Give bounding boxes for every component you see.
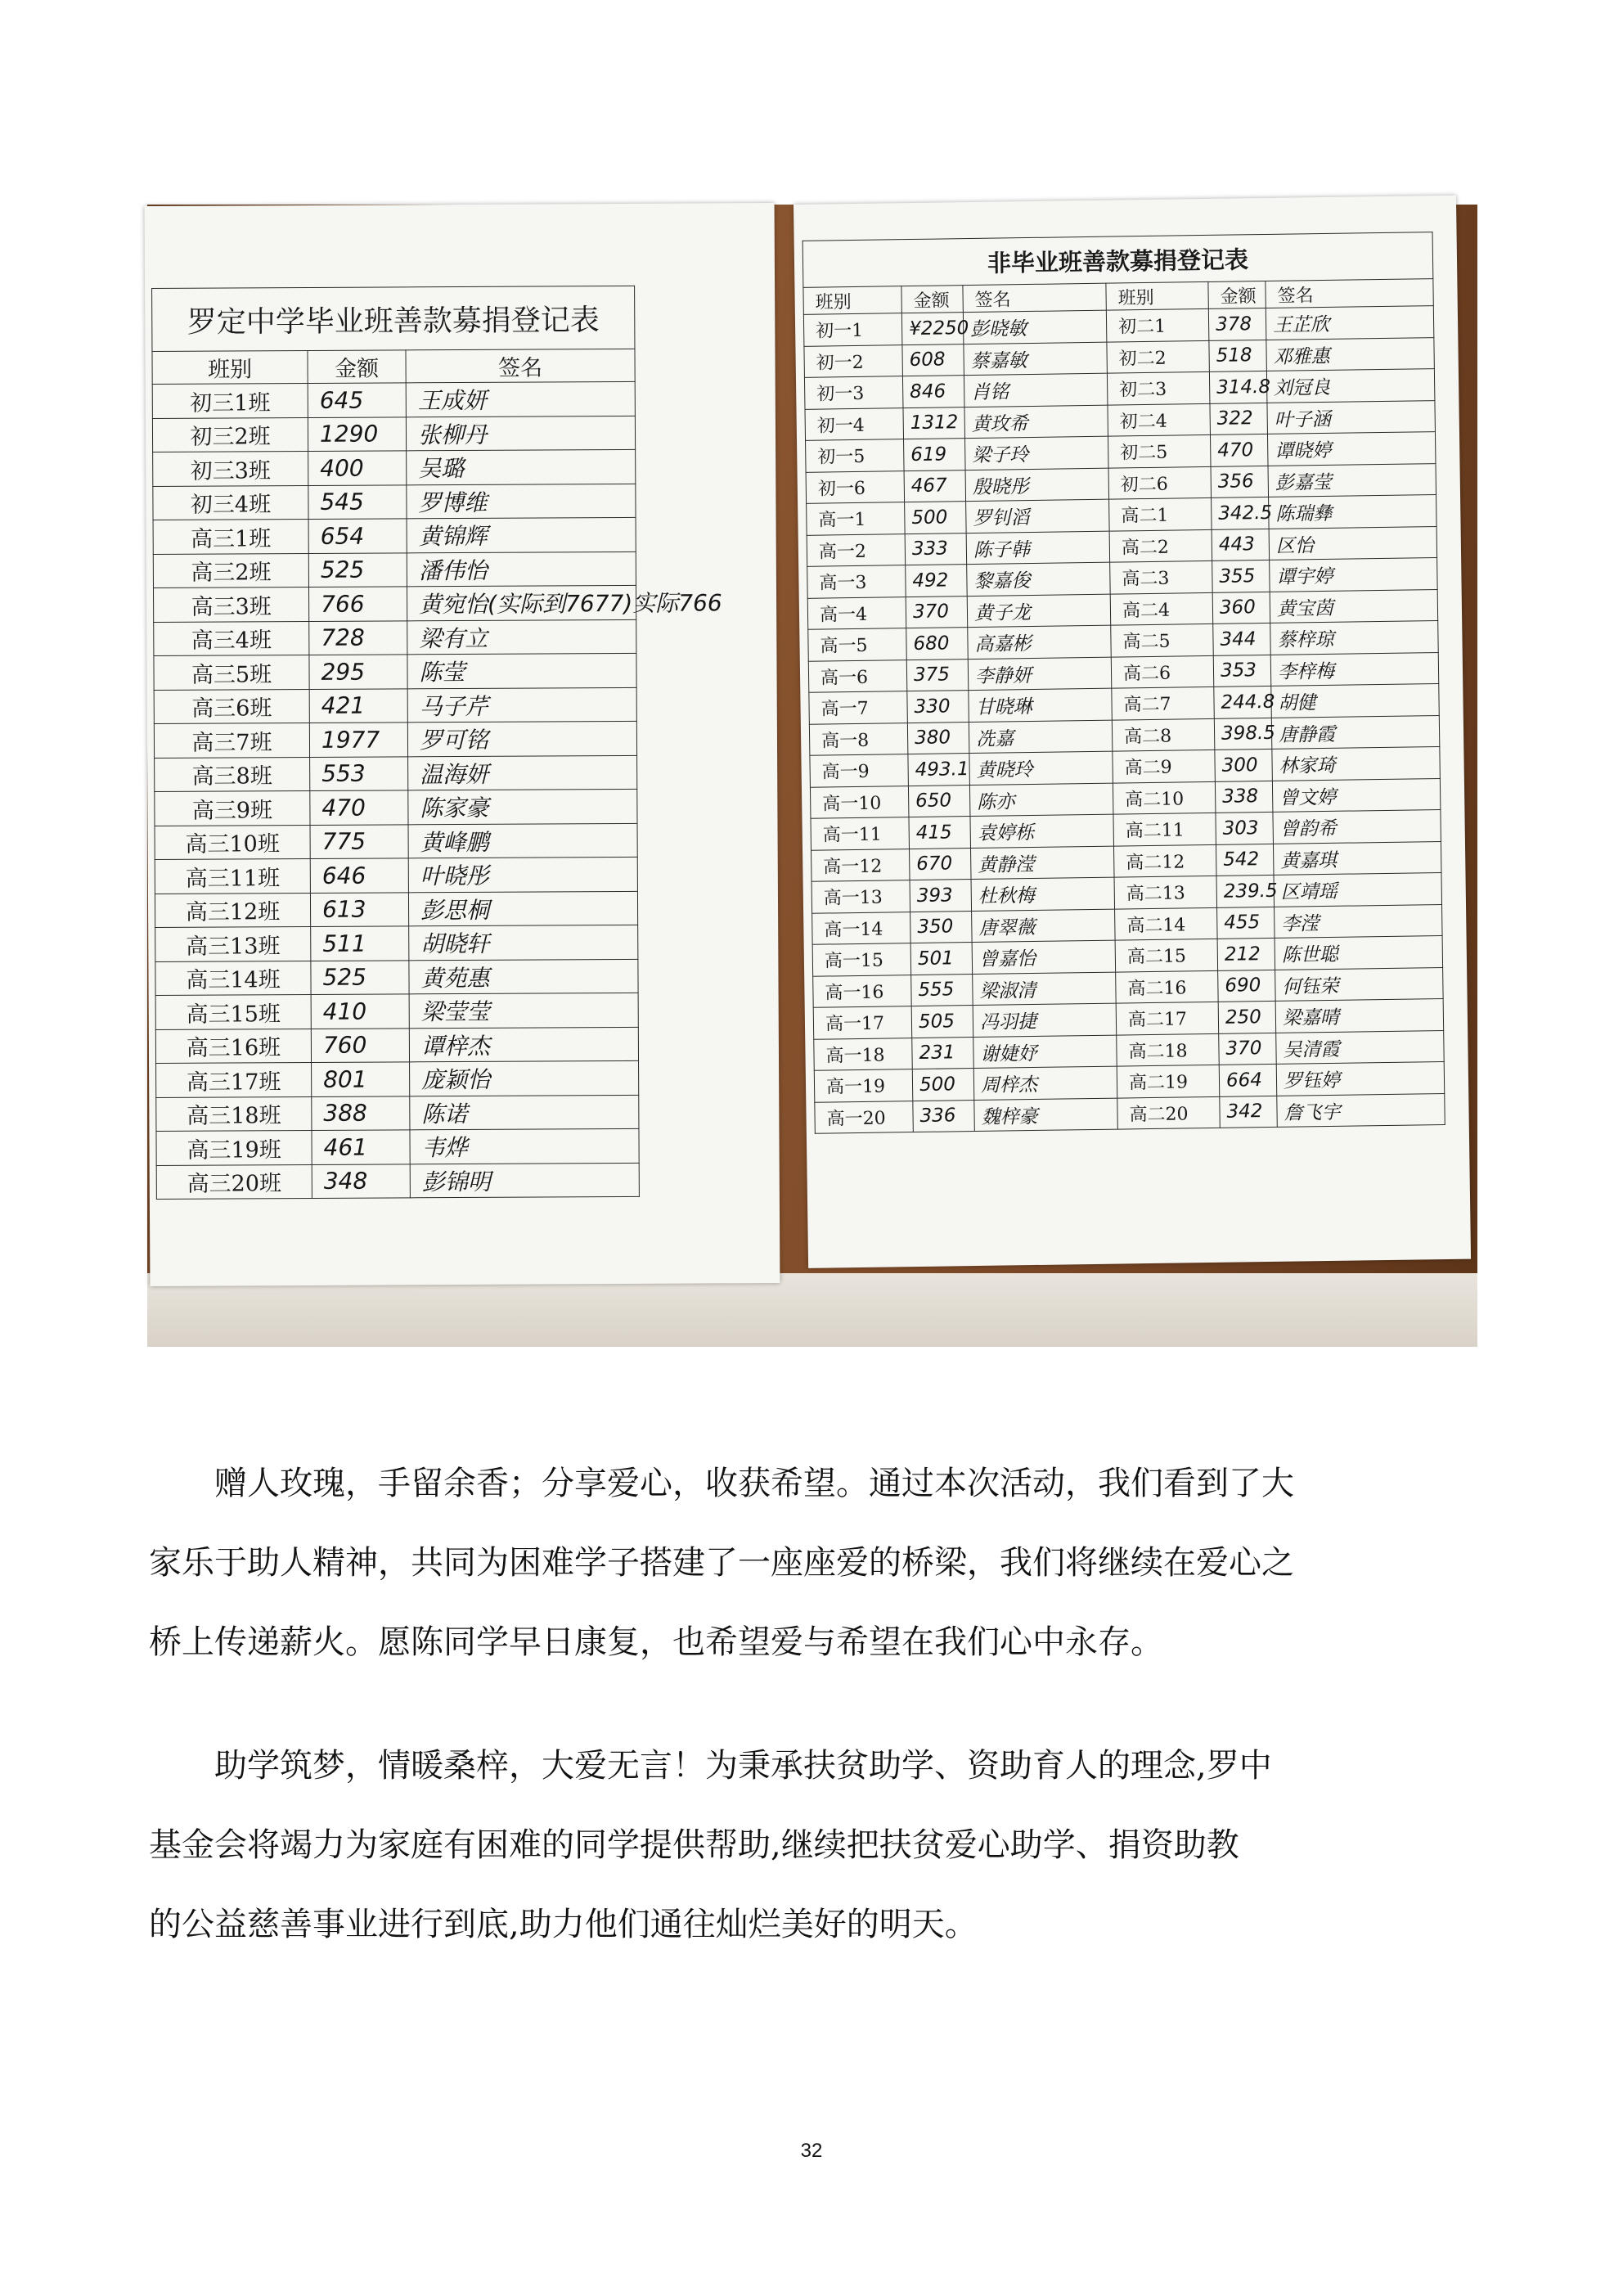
column-header: 签名 xyxy=(1266,279,1433,308)
signature-cell: 魏梓豪 xyxy=(974,1098,1118,1132)
class-cell: 高三1班 xyxy=(153,519,308,553)
amount-cell: 250 xyxy=(1218,1001,1276,1033)
class-cell: 初一1 xyxy=(803,313,902,346)
signature-cell: 王成妍 xyxy=(406,381,635,416)
table-row xyxy=(152,416,635,452)
class-cell: 初三2班 xyxy=(152,417,308,452)
amount-cell: 553 xyxy=(310,756,408,790)
signature-cell: 彭晓敏 xyxy=(963,310,1107,344)
signature-cell: 梁子玲 xyxy=(965,436,1109,470)
right-table-title: 非毕业班善款募捐登记表 xyxy=(803,232,1433,288)
amount-cell: 801 xyxy=(312,1062,410,1096)
amount-cell: 775 xyxy=(310,824,408,858)
left-table-title: 罗定中学毕业班善款募捐登记表 xyxy=(152,286,635,351)
amount-cell: 846 xyxy=(902,376,964,408)
signature-cell: 陈莹 xyxy=(407,653,636,688)
signature-cell: 潘伟怡 xyxy=(407,551,636,587)
amount-cell: 314.8 xyxy=(1209,371,1267,403)
amount-cell: 505 xyxy=(911,1006,973,1038)
amount-cell: 295 xyxy=(309,655,407,689)
signature-cell: 高嘉彬 xyxy=(968,625,1112,659)
amount-cell: 500 xyxy=(905,502,967,534)
signature-cell: 陈诺 xyxy=(410,1095,639,1130)
amount-cell: 525 xyxy=(311,960,409,994)
signature-cell: 杜秋梅 xyxy=(971,877,1115,911)
table-row xyxy=(155,1027,638,1064)
signature-cell: 李滢 xyxy=(1275,904,1443,938)
signature-cell: 曾文婷 xyxy=(1272,778,1441,812)
class-cell: 初三3班 xyxy=(153,451,308,485)
signature-cell: 罗博维 xyxy=(407,484,636,519)
amount-cell: 1977 xyxy=(309,723,407,757)
class-cell: 高一19 xyxy=(814,1069,913,1102)
class-cell: 高三5班 xyxy=(154,655,309,689)
table-row xyxy=(153,484,636,520)
signature-cell: 谭宇婷 xyxy=(1270,558,1438,592)
signature-cell: 李梓梅 xyxy=(1270,652,1439,686)
class-cell: 高一11 xyxy=(811,817,910,850)
signature-cell: 冼嘉 xyxy=(969,720,1113,754)
signature-cell: 温海妍 xyxy=(408,755,637,790)
class-cell: 高三13班 xyxy=(155,926,311,961)
class-cell: 初一4 xyxy=(805,407,904,440)
amount-cell: 728 xyxy=(309,620,407,655)
donation-sheets-photo xyxy=(147,205,1477,1347)
table-row xyxy=(156,1128,639,1165)
signature-cell: 黎嘉俊 xyxy=(967,562,1111,596)
class-cell: 初一5 xyxy=(806,439,905,472)
amount-cell: 470 xyxy=(310,790,408,825)
table-row xyxy=(155,823,637,860)
amount-cell: 760 xyxy=(311,1028,409,1062)
amount-cell: 500 xyxy=(912,1069,974,1101)
amount-cell: 375 xyxy=(906,659,969,691)
class-cell: 高二6 xyxy=(1111,655,1214,688)
signature-cell: 黄宝茵 xyxy=(1270,589,1438,623)
class-cell: 高一9 xyxy=(810,754,909,787)
class-cell: 初一3 xyxy=(804,376,903,409)
column-header: 金额 xyxy=(901,286,963,313)
amount-cell: 690 xyxy=(1218,970,1276,1002)
class-cell: 初二2 xyxy=(1107,340,1210,373)
class-cell: 高三20班 xyxy=(156,1164,312,1199)
class-cell: 高一3 xyxy=(807,565,906,598)
table-row xyxy=(153,585,636,622)
table-row xyxy=(156,1163,639,1200)
table-row xyxy=(153,517,636,554)
signature-cell: 林家琦 xyxy=(1272,747,1441,781)
signature-cell: 黄晓玲 xyxy=(969,751,1113,785)
table-row xyxy=(154,653,636,690)
class-cell: 高一6 xyxy=(808,660,907,692)
amount-cell: 370 xyxy=(906,596,968,628)
signature-cell: 吴璐 xyxy=(407,449,636,484)
table-row xyxy=(154,721,636,758)
amount-cell: 1290 xyxy=(308,416,406,451)
column-header: 金额 xyxy=(308,350,406,384)
amount-cell: 645 xyxy=(308,383,406,417)
signature-cell: 陈亦 xyxy=(969,783,1113,817)
signature-cell: 曾嘉怡 xyxy=(972,940,1116,974)
class-cell: 高三18班 xyxy=(156,1096,312,1131)
non-graduating-class-donation-sheet xyxy=(794,196,1471,1268)
signature-cell: 谭梓杰 xyxy=(409,1027,638,1062)
signature-cell: 冯羽捷 xyxy=(973,1003,1117,1037)
amount-cell: 493.1 xyxy=(908,754,970,786)
signature-cell: 黄峰鹏 xyxy=(408,823,637,858)
class-cell: 高三4班 xyxy=(154,621,309,655)
amount-cell: 545 xyxy=(308,484,407,519)
amount-cell: 344 xyxy=(1213,623,1271,655)
amount-cell: 333 xyxy=(905,533,967,565)
signature-cell: 肖铭 xyxy=(964,373,1108,407)
amount-cell: 244.8 xyxy=(1214,686,1272,718)
amount-cell: 353 xyxy=(1213,655,1271,687)
paragraph-line: 助学筑梦，情暖桑梓，大爱无言！为秉承扶贫助学、资助育人的理念,罗中 xyxy=(149,1747,1272,1785)
signature-cell: 梁有立 xyxy=(407,619,636,655)
column-header: 班别 xyxy=(152,350,308,384)
class-cell: 初二3 xyxy=(1107,371,1210,404)
class-cell: 初二5 xyxy=(1108,434,1211,467)
amount-cell: 239.5 xyxy=(1216,875,1275,907)
class-cell: 初二4 xyxy=(1108,403,1211,436)
class-cell: 高二4 xyxy=(1110,592,1213,625)
amount-cell: 501 xyxy=(910,943,973,975)
signature-cell: 叶子涵 xyxy=(1267,400,1436,434)
paragraph-line: 桥上传递薪火。愿陈同学早日康复，也希望爱与希望在我们心中永存。 xyxy=(149,1623,1163,1661)
signature-cell: 梁莹莹 xyxy=(409,993,638,1028)
column-header: 签名 xyxy=(963,283,1106,312)
class-cell: 高二1 xyxy=(1109,497,1212,530)
signature-cell: 区靖瑶 xyxy=(1274,873,1442,907)
amount-cell: 300 xyxy=(1215,749,1273,781)
signature-cell: 谢婕妤 xyxy=(973,1035,1117,1069)
signature-cell: 吴清霞 xyxy=(1276,1030,1445,1064)
class-cell: 高一18 xyxy=(814,1038,913,1070)
amount-cell: 443 xyxy=(1212,529,1270,560)
table-title-row xyxy=(152,286,635,351)
amount-cell: 348 xyxy=(312,1164,410,1198)
signature-cell: 胡健 xyxy=(1271,684,1440,718)
amount-cell: 518 xyxy=(1209,340,1267,371)
class-cell: 高二14 xyxy=(1115,907,1218,940)
class-cell: 高三2班 xyxy=(153,553,308,588)
table-row xyxy=(155,755,637,792)
table-row xyxy=(155,789,637,826)
amount-cell: 1312 xyxy=(903,407,965,439)
amount-cell: 212 xyxy=(1217,938,1275,970)
class-cell: 初一2 xyxy=(804,344,903,377)
amount-cell: 336 xyxy=(913,1100,975,1132)
amount-cell: 338 xyxy=(1215,781,1273,813)
body-paragraph-2 xyxy=(149,1727,1477,1965)
amount-cell: 555 xyxy=(911,974,973,1006)
table-row xyxy=(155,857,637,894)
table-row xyxy=(155,925,638,961)
column-header: 班别 xyxy=(803,286,901,315)
class-cell: 高三19班 xyxy=(156,1130,312,1164)
class-cell: 高一13 xyxy=(812,880,910,913)
class-cell: 初二1 xyxy=(1106,308,1209,341)
amount-cell: 350 xyxy=(910,911,973,943)
signature-cell: 陈瑞彝 xyxy=(1269,495,1437,529)
class-cell: 高一7 xyxy=(809,691,908,724)
table-row xyxy=(153,551,636,588)
class-cell: 高二8 xyxy=(1112,718,1215,751)
class-cell: 高三12班 xyxy=(155,893,310,927)
class-cell: 高三16班 xyxy=(155,1029,311,1063)
class-cell: 高三7班 xyxy=(154,723,309,757)
signature-cell: 蔡梓琼 xyxy=(1270,621,1439,655)
table-row xyxy=(155,959,638,996)
amount-cell: 608 xyxy=(902,344,964,376)
signature-cell: 周梓杰 xyxy=(973,1066,1117,1100)
class-cell: 高一15 xyxy=(812,943,911,976)
class-cell: 高三8班 xyxy=(155,757,310,791)
class-cell: 高一16 xyxy=(813,975,912,1007)
class-cell: 高三6班 xyxy=(154,689,309,723)
column-header: 签名 xyxy=(406,349,635,382)
amount-cell: 231 xyxy=(912,1037,974,1069)
class-cell: 高一5 xyxy=(808,628,907,661)
signature-cell: 彭思桐 xyxy=(408,891,637,926)
table-row xyxy=(154,687,636,724)
amount-cell: 410 xyxy=(311,994,409,1029)
signature-cell: 殷晓彤 xyxy=(965,468,1109,502)
amount-cell: 664 xyxy=(1219,1064,1277,1096)
amount-cell: 370 xyxy=(1219,1033,1277,1065)
class-cell: 高一12 xyxy=(812,849,910,881)
signature-cell: 何钰荣 xyxy=(1275,967,1444,1001)
amount-cell: 467 xyxy=(904,470,966,502)
signature-cell: 庞颖怡 xyxy=(410,1060,639,1096)
class-cell: 高一10 xyxy=(810,786,909,818)
signature-cell: 谭晓婷 xyxy=(1267,432,1436,466)
signature-cell: 陈家豪 xyxy=(408,789,637,824)
signature-cell: 黄苑惠 xyxy=(409,959,638,994)
signature-cell: 陈子韩 xyxy=(966,531,1110,565)
class-cell: 高一8 xyxy=(809,723,908,755)
class-cell: 高二9 xyxy=(1113,750,1216,782)
column-header: 班别 xyxy=(1106,281,1208,310)
class-cell: 高二5 xyxy=(1111,624,1214,656)
signature-cell: 唐翠薇 xyxy=(972,909,1116,943)
class-cell: 高一2 xyxy=(807,533,906,566)
amount-cell: 492 xyxy=(906,565,968,597)
signature-cell: 黄玫希 xyxy=(964,405,1108,439)
amount-cell: 525 xyxy=(308,552,407,587)
amount-cell: 388 xyxy=(312,1096,410,1130)
class-cell: 高二7 xyxy=(1112,687,1215,719)
signature-cell: 彭锦明 xyxy=(410,1163,639,1198)
amount-cell: 421 xyxy=(309,688,407,723)
amount-cell: 461 xyxy=(312,1130,410,1164)
signature-cell: 甘晓琳 xyxy=(969,688,1113,722)
amount-cell: 330 xyxy=(907,691,969,723)
amount-cell: 619 xyxy=(904,439,966,471)
paragraph-line: 的公益慈善事业进行到底,助力他们通往灿烂美好的明天。 xyxy=(149,1906,978,1943)
paragraph-line: 基金会将竭力为家庭有困难的同学提供帮助,继续把扶贫爱心助学、捐资助教 xyxy=(149,1826,1239,1864)
amount-cell: 646 xyxy=(310,858,408,893)
graduating-class-donation-table xyxy=(151,286,722,1200)
signature-cell: 黄子龙 xyxy=(967,594,1111,628)
signature-cell: 罗钊滔 xyxy=(966,499,1110,533)
amount-cell: 680 xyxy=(906,628,969,660)
table-row xyxy=(155,891,637,928)
table-title-row xyxy=(803,232,1433,288)
amount-cell: 766 xyxy=(308,587,407,621)
amount-cell: 542 xyxy=(1216,844,1274,876)
amount-cell: 654 xyxy=(308,519,407,553)
amount-cell: 613 xyxy=(310,892,408,926)
signature-cell: 曾韵希 xyxy=(1273,810,1441,844)
amount-cell: 511 xyxy=(311,926,409,961)
signature-cell: 黄静滢 xyxy=(970,846,1114,880)
page-number: 32 xyxy=(800,2140,823,2162)
signature-cell: 刘冠良 xyxy=(1266,369,1435,403)
class-cell: 初一6 xyxy=(806,470,905,503)
class-cell: 高三14班 xyxy=(155,961,311,995)
signature-cell: 彭嘉莹 xyxy=(1268,463,1436,497)
class-cell: 高三11班 xyxy=(155,858,310,893)
signature-cell: 罗钰婷 xyxy=(1276,1061,1445,1095)
signature-cell: 区怡 xyxy=(1269,526,1437,560)
signature-cell: 詹飞宇 xyxy=(1277,1093,1445,1127)
class-cell: 高二12 xyxy=(1113,844,1216,877)
class-cell: 初三4班 xyxy=(153,485,308,520)
class-cell: 高二13 xyxy=(1114,876,1217,908)
class-cell: 高二16 xyxy=(1116,970,1219,1003)
amount-cell: 670 xyxy=(910,848,972,880)
class-cell: 高三3班 xyxy=(153,587,308,621)
class-cell: 高三15班 xyxy=(155,994,311,1029)
class-cell: 高二20 xyxy=(1117,1096,1221,1129)
signature-cell: 黄宛怡(实际到7677)实际766 xyxy=(407,585,636,620)
amount-cell: 342 xyxy=(1220,1096,1278,1128)
paragraph-line: 家乐于助人精神，共同为困难学子搭建了一座座爱的桥梁，我们将继续在爱心之 xyxy=(149,1544,1294,1582)
class-cell: 高一14 xyxy=(812,912,911,944)
class-cell: 初三1班 xyxy=(152,383,308,417)
column-header: 金额 xyxy=(1208,281,1266,308)
signature-cell: 黄嘉琪 xyxy=(1273,841,1441,875)
signature-cell: 叶晓彤 xyxy=(408,857,637,892)
signature-cell: 胡晓轩 xyxy=(409,925,638,960)
table-row xyxy=(154,619,636,656)
amount-cell: ¥2250 xyxy=(901,313,964,345)
amount-cell: 455 xyxy=(1217,907,1275,939)
amount-cell: 378 xyxy=(1208,308,1266,340)
amount-cell: 342.5 xyxy=(1212,497,1270,529)
signature-cell: 唐静霞 xyxy=(1271,715,1440,749)
table-row xyxy=(155,993,638,1029)
amount-cell: 470 xyxy=(1210,434,1268,466)
signature-cell: 邓雅惠 xyxy=(1266,337,1435,371)
amount-cell: 360 xyxy=(1212,592,1270,624)
amount-cell: 303 xyxy=(1216,812,1274,844)
class-cell: 高二11 xyxy=(1113,813,1216,845)
signature-cell: 李静妍 xyxy=(968,657,1112,691)
body-paragraph-1 xyxy=(149,1444,1477,1682)
table-row xyxy=(156,1095,639,1132)
class-cell: 高三10班 xyxy=(155,825,310,859)
class-cell: 高二10 xyxy=(1113,781,1216,814)
class-cell: 高三9班 xyxy=(155,790,310,825)
amount-cell: 398.5 xyxy=(1214,718,1272,750)
class-cell: 初二6 xyxy=(1108,466,1212,499)
amount-cell: 356 xyxy=(1211,466,1269,497)
amount-cell: 650 xyxy=(908,785,970,817)
class-cell: 高一4 xyxy=(807,597,906,629)
table-row xyxy=(152,381,635,418)
signature-cell: 梁淑清 xyxy=(973,972,1117,1006)
class-cell: 高二3 xyxy=(1110,560,1213,593)
amount-cell: 393 xyxy=(910,880,972,912)
signature-cell: 韦烨 xyxy=(410,1128,639,1164)
amount-cell: 355 xyxy=(1212,560,1270,592)
class-cell: 高一1 xyxy=(807,502,906,535)
class-cell: 高三17班 xyxy=(156,1062,312,1096)
signature-cell: 蔡嘉敏 xyxy=(964,342,1108,376)
signature-cell: 袁婷栎 xyxy=(970,814,1114,848)
signature-cell: 马子芹 xyxy=(407,687,636,723)
class-cell: 高一17 xyxy=(813,1006,912,1039)
signature-cell: 黄锦辉 xyxy=(407,517,636,552)
graduating-class-donation-sheet xyxy=(145,203,780,1286)
signature-cell: 梁嘉晴 xyxy=(1275,999,1444,1033)
class-cell: 高二2 xyxy=(1109,529,1212,562)
table-row xyxy=(156,1060,639,1097)
table-row xyxy=(153,449,636,486)
class-cell: 高一20 xyxy=(815,1101,914,1133)
signature-cell: 陈世聪 xyxy=(1275,936,1443,970)
signature-cell: 罗可铭 xyxy=(407,721,636,756)
table-header-row xyxy=(152,349,635,384)
amount-cell: 380 xyxy=(907,722,969,754)
amount-cell: 415 xyxy=(909,817,971,849)
class-cell: 高二17 xyxy=(1116,1002,1219,1034)
paragraph-line: 赠人玫瑰，手留余香；分享爱心，收获希望。通过本次活动，我们看到了大 xyxy=(149,1465,1294,1502)
signature-cell: 王芷欣 xyxy=(1266,306,1434,340)
class-cell: 高二18 xyxy=(1117,1033,1220,1066)
amount-cell: 322 xyxy=(1210,403,1268,434)
non-graduating-class-donation-table xyxy=(803,232,1445,1134)
class-cell: 高二15 xyxy=(1115,939,1218,971)
amount-cell: 400 xyxy=(308,451,407,485)
signature-cell: 张柳丹 xyxy=(406,416,635,451)
class-cell: 高二19 xyxy=(1117,1065,1220,1097)
